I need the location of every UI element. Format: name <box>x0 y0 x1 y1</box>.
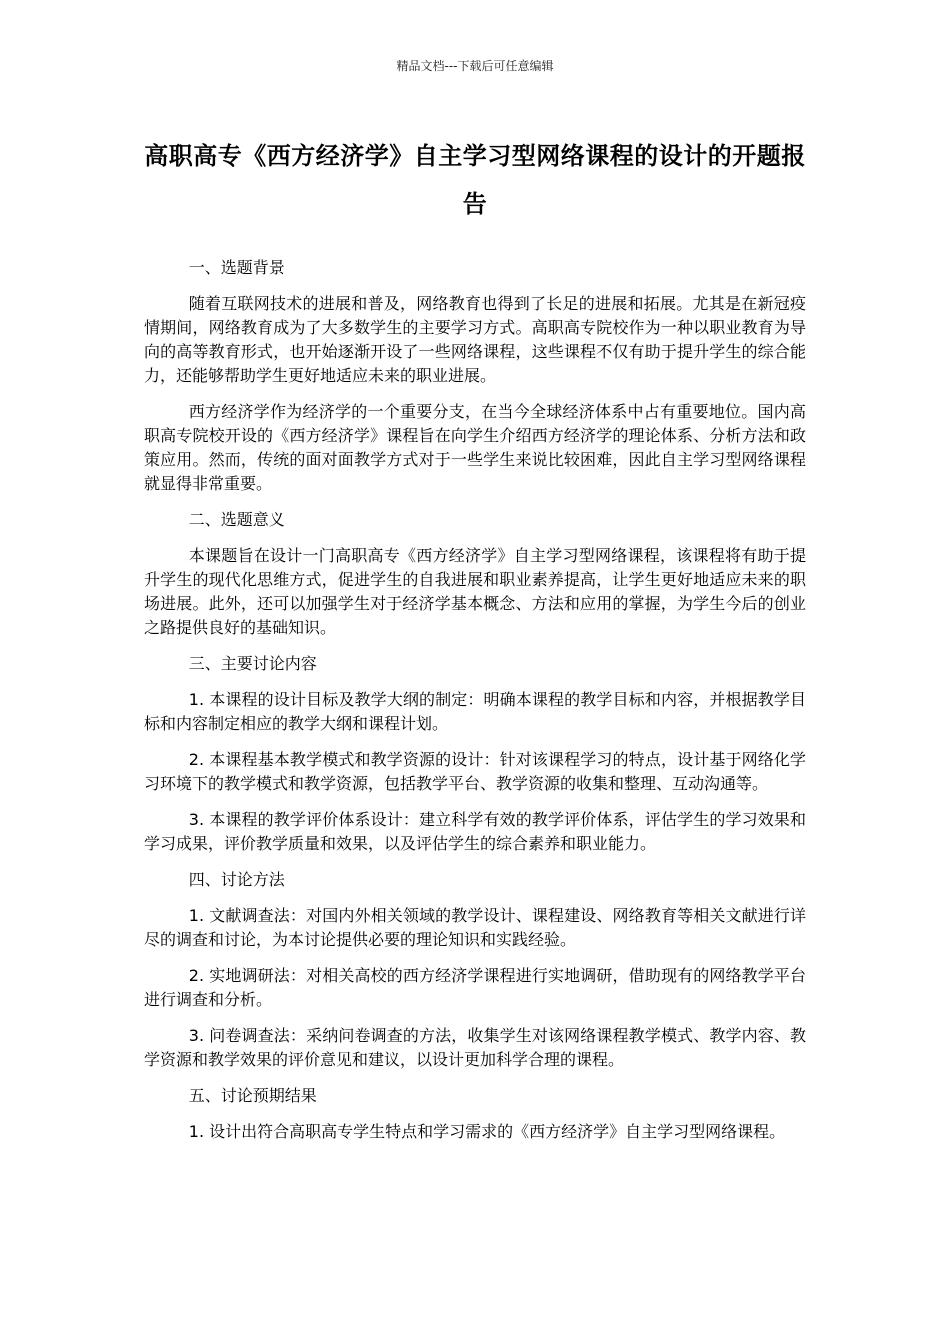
section-main-content <box>144 652 806 856</box>
section-heading: 三、主要讨论内容 <box>188 654 317 673</box>
list-item: 2. 本课程基本教学模式和教学资源的设计：针对该课程学习的特点，设计基于网络化学习环境下的教学模式和教学资源，包括教学平台、教学资源的收集和整理、互动沟通等。 <box>144 750 806 793</box>
paragraph: 西方经济学作为经济学的一个重要分支，在当今全球经济体系中占有重要地位。国内高职高专院校开设的《西方经济学》课程旨在向学生介绍西方经济学的理论体系、分析方法和政策应用。然而，传统的面对面教学方式对于一些学生来说比较困难，因此自主学习型网络课程就显得非常重要。 <box>144 402 806 493</box>
list-item: 2. 实地调研法：对相关高校的西方经济学课程进行实地调研，借助现有的网络教学平台进行调查和分析。 <box>144 966 806 1009</box>
section-expected-results <box>144 1084 806 1144</box>
list-item: 1. 设计出符合高职高专学生特点和学习需求的《西方经济学》自主学习型网络课程。 <box>188 1122 786 1141</box>
list-item: 1. 文献调查法：对国内外相关领域的教学设计、课程建设、网络教育等相关文献进行详尽的调查和讨论，为本讨论提供必要的理论知识和实践经验。 <box>144 906 806 949</box>
section-background <box>144 256 806 496</box>
document-title: 高职高专《西方经济学》自主学习型网络课程的设计的开题报告 <box>144 142 806 218</box>
section-heading: 二、选题意义 <box>188 510 285 529</box>
section-significance <box>144 508 806 640</box>
section-heading: 四、讨论方法 <box>188 870 285 889</box>
page-header: 精品文档---下载后可任意编辑 <box>396 59 554 73</box>
paragraph: 随着互联网技术的进展和普及，网络教育也得到了长足的进展和拓展。尤其是在新冠疫情期间，网络教育成为了大多数学生的主要学习方式。高职高专院校作为一种以职业教育为导向的高等教育形式，也开始逐渐开设了一些网络课程，这些课程不仅有助于提升学生的综合能力，还能够帮助学生更好地适应未来的职业进展。 <box>144 294 806 385</box>
section-heading: 一、选题背景 <box>188 258 285 277</box>
list-item: 3. 问卷调查法：采纳问卷调查的方法，收集学生对该网络课程教学模式、教学内容、教学资源和教学效果的评价意见和建议，以设计更加科学合理的课程。 <box>144 1026 806 1069</box>
list-item: 1. 本课程的设计目标及教学大纲的制定：明确本课程的教学目标和内容，并根据教学目标和内容制定相应的教学大纲和课程计划。 <box>144 690 806 733</box>
section-methods <box>144 868 806 1072</box>
paragraph: 本课题旨在设计一门高职高专《西方经济学》自主学习型网络课程，该课程将有助于提升学生的现代化思维方式，促进学生的自我进展和职业素养提高，让学生更好地适应未来的职场进展。此外，还可以加强学生对于经济学基本概念、方法和应用的掌握，为学生今后的创业之路提供良好的基础知识。 <box>144 546 806 637</box>
document-body <box>144 256 806 1156</box>
list-item: 3. 本课程的教学评价体系设计：建立科学有效的教学评价体系，评估学生的学习效果和学习成果，评价教学质量和效果，以及评估学生的综合素养和职业能力。 <box>144 810 806 853</box>
section-heading: 五、讨论预期结果 <box>188 1086 317 1105</box>
